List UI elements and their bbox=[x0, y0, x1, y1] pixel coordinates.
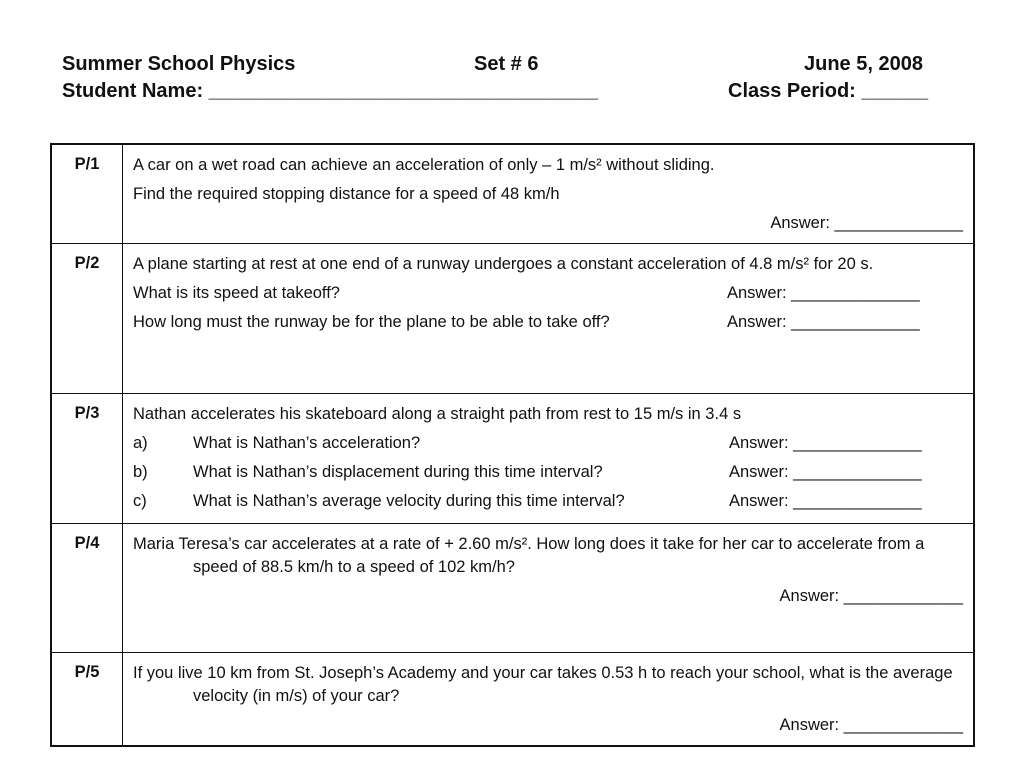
student-name-field: Student Name: ___________________________________ bbox=[62, 80, 598, 102]
problem-body bbox=[123, 394, 975, 524]
question-text: What is Nathan’s acceleration? bbox=[193, 434, 421, 452]
set-number: Set # 6 bbox=[474, 53, 539, 75]
course-title: Summer School Physics bbox=[62, 53, 296, 75]
problem-body bbox=[123, 653, 975, 747]
problem-row bbox=[51, 653, 974, 747]
problem-number: P/3 bbox=[51, 394, 123, 524]
problem-row bbox=[51, 144, 974, 244]
problem-number: P/5 bbox=[51, 653, 123, 747]
problem-row bbox=[51, 244, 974, 394]
question-line bbox=[133, 461, 963, 484]
problem-number: P/4 bbox=[51, 524, 123, 653]
answer-blank: Answer: ______________ bbox=[770, 214, 963, 232]
problem-body bbox=[123, 244, 975, 394]
problem-body bbox=[123, 524, 975, 653]
problem-text: If you live 10 km from St. Joseph’s Academy and your car takes 0.53 h to reach your school, what is the average velocity (in m/s) of your car? bbox=[133, 664, 953, 705]
answer-blank: Answer: ______________ bbox=[729, 463, 922, 481]
problem-text: Maria Teresa’s car accelerates at a rate of + 2.60 m/s². How long does it take for her car to accelerate from a speed of 88.5 km/h to a speed of 102 km/h? bbox=[133, 535, 925, 576]
answer-blank: Answer: _____________ bbox=[779, 716, 963, 734]
question-text: How long must the runway be for the plane to be able to take off? bbox=[133, 313, 610, 331]
class-period-field: Class Period: ______ bbox=[728, 80, 929, 102]
problem-number: P/2 bbox=[51, 244, 123, 394]
problem-text: A car on a wet road can achieve an acceleration of only – 1 m/s² without sliding. bbox=[133, 156, 715, 174]
problem-table bbox=[50, 143, 975, 747]
answer-blank: Answer: _____________ bbox=[779, 587, 963, 605]
answer-blank: Answer: ______________ bbox=[729, 492, 922, 510]
question-line bbox=[133, 432, 963, 455]
date: June 5, 2008 bbox=[804, 53, 923, 75]
problem-text: Nathan accelerates his skateboard along a straight path from rest to 15 m/s in 3.4 s bbox=[133, 405, 742, 423]
question-text: What is Nathan’s displacement during this time interval? bbox=[193, 463, 603, 481]
question-text: What is Nathan’s average velocity during this time interval? bbox=[193, 492, 625, 510]
question-line bbox=[133, 311, 963, 334]
answer-blank: Answer: ______________ bbox=[729, 434, 922, 452]
problem-row bbox=[51, 524, 974, 653]
answer-blank: Answer: ______________ bbox=[727, 284, 920, 302]
question-text: What is its speed at takeoff? bbox=[133, 284, 340, 302]
problem-body bbox=[123, 144, 975, 244]
question-label: c) bbox=[133, 492, 147, 510]
question-label: a) bbox=[133, 434, 148, 452]
answer-blank: Answer: ______________ bbox=[727, 313, 920, 331]
problem-text: Find the required stopping distance for a speed of 48 km/h bbox=[133, 185, 560, 203]
question-line bbox=[133, 282, 963, 305]
question-line bbox=[133, 490, 963, 513]
question-label: b) bbox=[133, 463, 148, 481]
problem-number: P/1 bbox=[51, 144, 123, 244]
problem-text: A plane starting at rest at one end of a runway undergoes a constant acceleration of 4.8 m/s² for 20 s. bbox=[133, 255, 874, 273]
problem-row bbox=[51, 394, 974, 524]
